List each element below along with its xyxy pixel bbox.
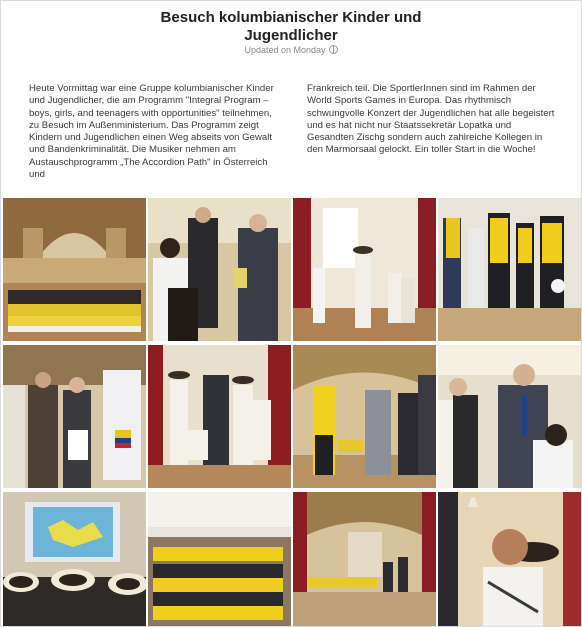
photo-9[interactable] — [3, 492, 146, 626]
updated-timestamp[interactable]: Updated on Monday — [244, 45, 326, 55]
post-body-left: Heute Vormittag war eine Gruppe kolumbianischer Kinder und Jugendlicher, die am Programm "Integral Program –boys, girls, and teenagers with opportunities" teilnehmen, zu Besuch im Außenministerium. Das Programm zeigt Kindern und Jugendlichen einen Weg abseits von Gewalt und Bandenkriminalität. Die Musiker nehmen am Austauschprogramm „The Accordion Path" in Österreich und — [29, 83, 274, 181]
globe-icon — [329, 45, 338, 54]
photo-10[interactable] — [148, 492, 291, 626]
photo-6[interactable] — [148, 345, 291, 488]
photo-12[interactable] — [438, 492, 581, 626]
post-body-right: Frankreich teil. Die SportlerInnen sind im Rahmen der World Sports Games in Europa. Das rhythmisch schwungvolle Konzert der Jugendlichen hat alle begeistert und es hat nicht nur Staatssekretär Lopatka und Gesandten Zischg sondern auch zahlreiche Kollegen in den Marmorsaal gelockt. Ein toller Start in die Woche! — [307, 83, 555, 156]
photo-grid — [3, 198, 581, 626]
post-title-line-2: Jugendlicher — [244, 27, 338, 44]
post-title-line-1: Besuch kolumbianischer Kinder und — [160, 9, 422, 26]
photo-5[interactable] — [3, 345, 146, 488]
photo-3[interactable] — [293, 198, 436, 341]
photo-7[interactable] — [293, 345, 436, 488]
post-title — [1, 9, 581, 45]
photo-2[interactable] — [148, 198, 291, 341]
photo-4[interactable] — [438, 198, 581, 341]
photo-8[interactable] — [438, 345, 581, 488]
photo-11[interactable] — [293, 492, 436, 626]
photo-1[interactable] — [3, 198, 146, 341]
post-meta — [1, 45, 581, 55]
